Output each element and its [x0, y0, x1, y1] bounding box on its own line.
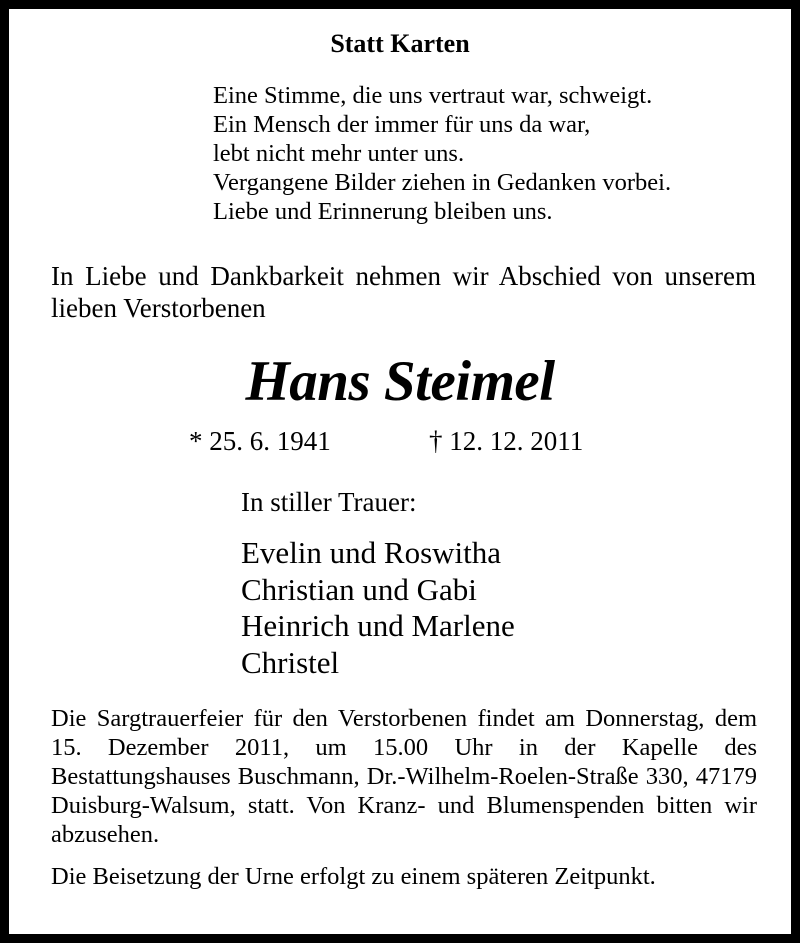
- poem-line: Vergangene Bilder ziehen in Gedanken vorbei.: [213, 169, 672, 196]
- poem-line: lebt nicht mehr unter uns.: [213, 140, 465, 167]
- family-list: [241, 535, 515, 681]
- family-member: Christel: [241, 644, 340, 680]
- poem-line: Ein Mensch der immer für uns da war,: [213, 111, 591, 138]
- urn-notice: Die Beisetzung der Urne erfolgt zu einem späteren Zeitpunkt.: [51, 863, 656, 890]
- deceased-name: Hans Steimel: [245, 350, 555, 413]
- death-date: † 12. 12. 2011: [429, 426, 584, 456]
- family-member: Evelin und Roswitha: [241, 535, 502, 570]
- poem: [213, 81, 671, 226]
- family-member: Heinrich und Marlene: [241, 608, 515, 643]
- poem-line: Eine Stimme, die uns vertraut war, schweigt.: [213, 82, 653, 109]
- poem-line: Liebe und Erinnerung bleiben uns.: [213, 198, 553, 225]
- header-title: Statt Karten: [330, 29, 470, 58]
- birth-date: * 25. 6. 1941: [189, 426, 331, 456]
- mourning-heading: In stiller Trauer:: [241, 487, 417, 517]
- intro-text: In Liebe und Dankbarkeit nehmen wir Abschied von unserem lieben Verstorbenen: [51, 261, 756, 323]
- family-member: Christian und Gabi: [241, 571, 477, 607]
- ceremony-notice: Die Sargtrauerfeier für den Verstorbenen findet am Donnerstag, dem 15. Dezember 2011, um 15.00 Uhr in der Kapelle des Bestattungshauses Buschmann, Dr.-Wilhelm-Roelen-Straße 330, 47179 Duisburg-Walsum, statt. Von Kranz- und Blumenspenden bitten wir abzusehen.: [51, 705, 757, 848]
